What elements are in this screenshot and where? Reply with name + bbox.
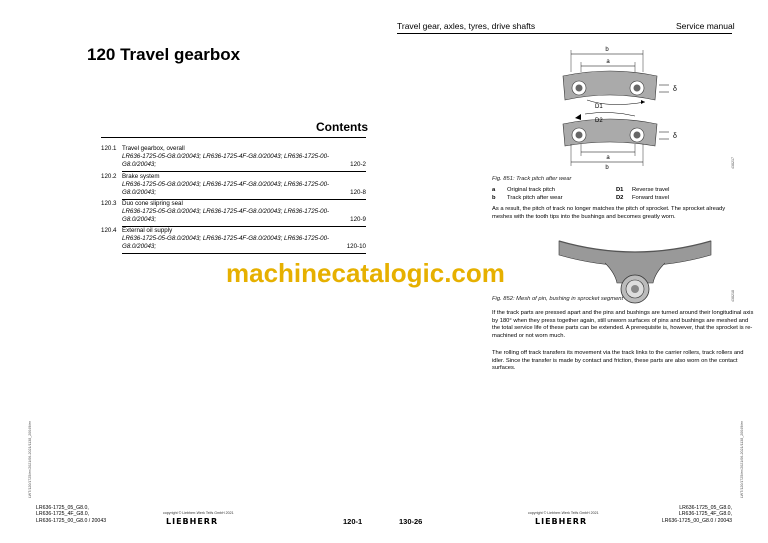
image-id: 438217 <box>731 157 735 169</box>
toc-rule <box>122 171 366 172</box>
label-b: b <box>605 165 609 170</box>
toc-rule <box>122 253 366 254</box>
label-a: a <box>606 59 610 65</box>
figure-caption: Fig. 851: Track pitch after wear <box>492 176 572 182</box>
toc-page: 120-2 <box>350 161 366 168</box>
footer-model-line: LR636-1725_4F_G8.0, <box>678 511 732 518</box>
legend-text: Reverse travel <box>632 187 670 193</box>
toc-title: External oil supply <box>122 227 173 234</box>
toc-number: 120.4 <box>101 227 117 234</box>
toc-entry[interactable] <box>101 145 366 169</box>
footer-model-line: LR636-1725_05_G8.0, <box>36 505 89 511</box>
page-number: 130-26 <box>399 517 423 526</box>
label-b: b <box>605 47 609 53</box>
toc-page: 120-8 <box>350 189 366 196</box>
toc-entry[interactable] <box>101 200 366 224</box>
copyright: copyright © Liebherr-Werk Telfs GmbH 2021 <box>163 511 234 515</box>
toc-number: 120.3 <box>101 200 117 207</box>
toc-body <box>122 173 366 197</box>
toc-number: 120.1 <box>101 145 117 152</box>
contents-heading: Contents <box>316 120 368 134</box>
legend-key: b <box>492 195 496 201</box>
label-a: a <box>606 155 610 161</box>
footer-models <box>640 505 732 524</box>
toc-models: LR636-1725-05-G8.0/20043; LR636-1725-4F-G8.0/20043; LR636-1725-00-G8.0/20043; <box>122 208 330 223</box>
copyright: copyright © Liebherr-Werk Telfs GmbH 2021 <box>528 511 599 515</box>
section-title: Travel gear, axles, tyres, drive shafts <box>397 21 536 31</box>
legend-text: Forward travel <box>632 195 670 201</box>
footer-model-line: LR636-1725_00_G8.0 / 20043 <box>36 517 107 524</box>
legend-key: D2 <box>616 195 624 201</box>
toc-body <box>122 200 366 224</box>
paragraph: If the track parts are pressed apart and the pins and bushings are turned around their longitudinal axis by 180° when they press together again, still unworn surfaces of pins and bushings are meshed and the total service life of these parts can be extended. A prerequisite is, however, that the sprocket is re-machined or not worn much. <box>492 310 754 339</box>
page-number: 120-1 <box>343 517 363 526</box>
toc-body <box>122 145 366 169</box>
toc-models: LR636-1725-05-G8.0/20043; LR636-1725-4F-G8.0/20043; LR636-1725-00-G8.0/20043; <box>122 235 330 250</box>
track-pitch-figure <box>555 40 715 170</box>
toc-entry[interactable] <box>101 227 366 251</box>
toc-title: Duo cone slipring seal <box>122 200 183 207</box>
legend-text: Track pitch after wear <box>507 195 563 201</box>
legend-key: D1 <box>616 187 624 193</box>
footer-model-line: LR636-1725_4F_G8.0, <box>36 511 90 518</box>
toc-models: LR636-1725-05-G8.0/20043; LR636-1725-4F-G8.0/20043; LR636-1725-00-G8.0/20043; <box>122 181 330 196</box>
watermark: machinecatalogic.com <box>226 258 505 288</box>
header-rule <box>397 33 732 34</box>
image-id: 438218 <box>731 290 735 302</box>
label-delta: δ <box>673 86 677 93</box>
toc-page: 120-9 <box>350 216 366 223</box>
toc-page: 120-10 <box>346 243 366 250</box>
toc-entry[interactable] <box>101 173 366 197</box>
footer-model-line: LR636-1725_00_G8.0 / 20043 <box>661 517 732 524</box>
side-code: LWT/120/1725/en/2021/06-2021/1138_20049/en <box>740 420 744 498</box>
legend-text: Original track pitch <box>507 187 556 193</box>
label-delta: δ <box>673 133 677 140</box>
footer-models <box>36 505 106 524</box>
liebherr-logo: LIEBHERR <box>535 517 588 526</box>
chapter-title: 120 Travel gearbox <box>87 45 241 64</box>
label-d1: D1 <box>595 104 603 110</box>
legend-key: a <box>492 187 496 193</box>
toc-number: 120.2 <box>101 173 117 180</box>
doc-type: Service manual <box>676 21 735 31</box>
liebherr-logo: LIEBHERR <box>166 517 219 526</box>
figure-caption: Fig. 852: Mesh of pin, bushing in sprocket segment <box>492 296 624 302</box>
paragraph: The rolling off track transfers its movement via the track links to the carrier rollers, track rollers and idler. Since the transfer is made by contact and friction, these parts are also worn on the contact surfaces. <box>492 350 744 372</box>
toc-models: LR636-1725-05-G8.0/20043; LR636-1725-4F-G8.0/20043; LR636-1725-00-G8.0/20043; <box>122 153 330 168</box>
toc-title: Brake system <box>122 173 160 180</box>
label-d2: D2 <box>595 118 603 124</box>
toc-title: Travel gearbox, overall <box>122 145 185 152</box>
side-code: LWT/120/1725/en/2021/06-2021/1138_20049/en <box>28 420 32 498</box>
contents-rule <box>101 137 366 138</box>
toc-body <box>122 227 366 251</box>
paragraph: As a result, the pitch of track no longer matches the pitch of sprocket. The sprocket already meshes with the tooth tips into the bushings and becomes greatly worn. <box>492 206 726 220</box>
footer-model-line: LR636-1725_05_G8.0, <box>679 505 732 511</box>
